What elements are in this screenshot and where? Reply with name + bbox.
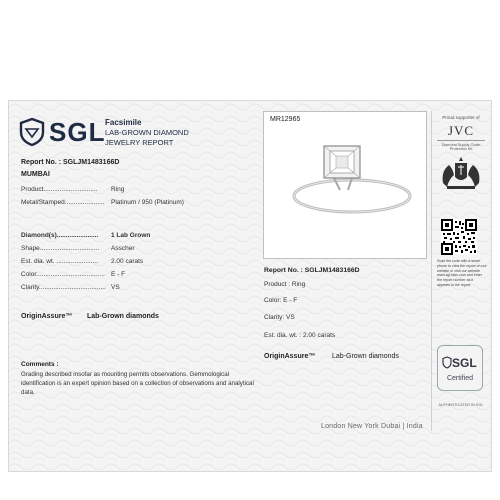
jvc-subtitle: Diamond Supply Chain Protection Kit — [441, 143, 481, 151]
detail-value: Ring — [111, 186, 125, 193]
footer-locations: London New York Dubai | India — [321, 423, 423, 430]
detail-row — [21, 268, 150, 281]
report-type-line2: JEWELRY REPORT — [105, 138, 174, 147]
column-divider — [431, 111, 432, 431]
report-number: Report No. : SGLJM1483166D — [21, 159, 120, 166]
detail-row — [21, 281, 150, 294]
detail-label: Clarity..................................... — [21, 284, 106, 291]
jvc-underline — [437, 140, 485, 141]
detail-row — [21, 196, 184, 209]
scan-instructions: Scan the code with a smart phone to view the report on our website or visit our website www.sgl-labs.com and enter the report number as it appears in the report. — [437, 259, 487, 287]
detail-label: Shape................................. — [21, 245, 100, 252]
detail-value: Asscher — [111, 245, 135, 252]
logo-text: SGL — [49, 117, 106, 147]
report-type — [105, 118, 189, 148]
detail-label: Metal/Stamped...................... — [21, 199, 105, 206]
comments-title: Comments : — [21, 361, 59, 368]
detail-label: Color...................................... — [21, 271, 105, 278]
detail-row — [21, 183, 184, 196]
summary-origin-label: OriginAssure™ — [264, 353, 316, 360]
detail-label: Est. dia. wt. ....................... — [21, 258, 98, 265]
sgl-logo — [19, 117, 219, 153]
sgl-certified-badge — [437, 345, 483, 391]
summary-report-number: Report No. : SGLJM1483166D — [264, 267, 360, 274]
origin-label: OriginAssure™ — [21, 313, 73, 320]
ring-image — [274, 124, 418, 254]
detail-value: Platinum / 950 (Platinum) — [111, 199, 184, 206]
detail-label: Diamond(s)....................... — [21, 232, 99, 239]
comments-text: Grading described insofar as mounting permits observations. Gemmological identification is an expert opinion based on a collection of observations and analytical data. — [21, 371, 254, 396]
summary-weight: Est. dia. wt. : 2.00 carats — [264, 332, 336, 339]
detail-row — [21, 229, 150, 242]
ring-image-panel — [263, 111, 427, 259]
coat-of-arms-icon — [439, 153, 483, 193]
detail-value: 1 Lab Grown — [111, 232, 151, 239]
item-code: MR12965 — [270, 116, 301, 123]
detail-value: VS — [111, 284, 120, 291]
diamond-details — [21, 229, 150, 294]
jvc-logo: JVC — [447, 123, 475, 138]
summary-origin-value: Lab-Grown diamonds — [332, 353, 399, 360]
product-details — [21, 183, 184, 209]
qr-code-icon[interactable] — [441, 219, 477, 255]
summary-product: Product : Ring — [264, 281, 306, 288]
detail-row — [21, 242, 150, 255]
authenticated-label: AUTHENTICATED IN SGL — [438, 403, 484, 407]
report-type-line1: LAB-GROWN DIAMOND — [105, 128, 189, 137]
detail-row — [21, 255, 150, 268]
report-card — [8, 100, 492, 472]
badge-logo-text: SGL — [452, 356, 477, 370]
detail-value: 2.00 carats — [111, 258, 144, 265]
summary-color: Color: E - F — [264, 297, 298, 304]
facsimile-label: Facsimile — [105, 118, 142, 127]
shield-icon — [442, 356, 452, 369]
certified-label: Certified — [446, 375, 474, 382]
detail-label: Product.............................. — [21, 186, 98, 193]
origin-value: Lab-Grown diamonds — [87, 313, 159, 320]
summary-clarity: Clarity: VS — [264, 314, 295, 321]
shield-logo-icon — [19, 117, 45, 147]
city-label: MUMBAI — [21, 171, 50, 178]
detail-value: E - F — [111, 271, 126, 278]
proud-supporter-label: Proud supporter of — [442, 115, 480, 120]
